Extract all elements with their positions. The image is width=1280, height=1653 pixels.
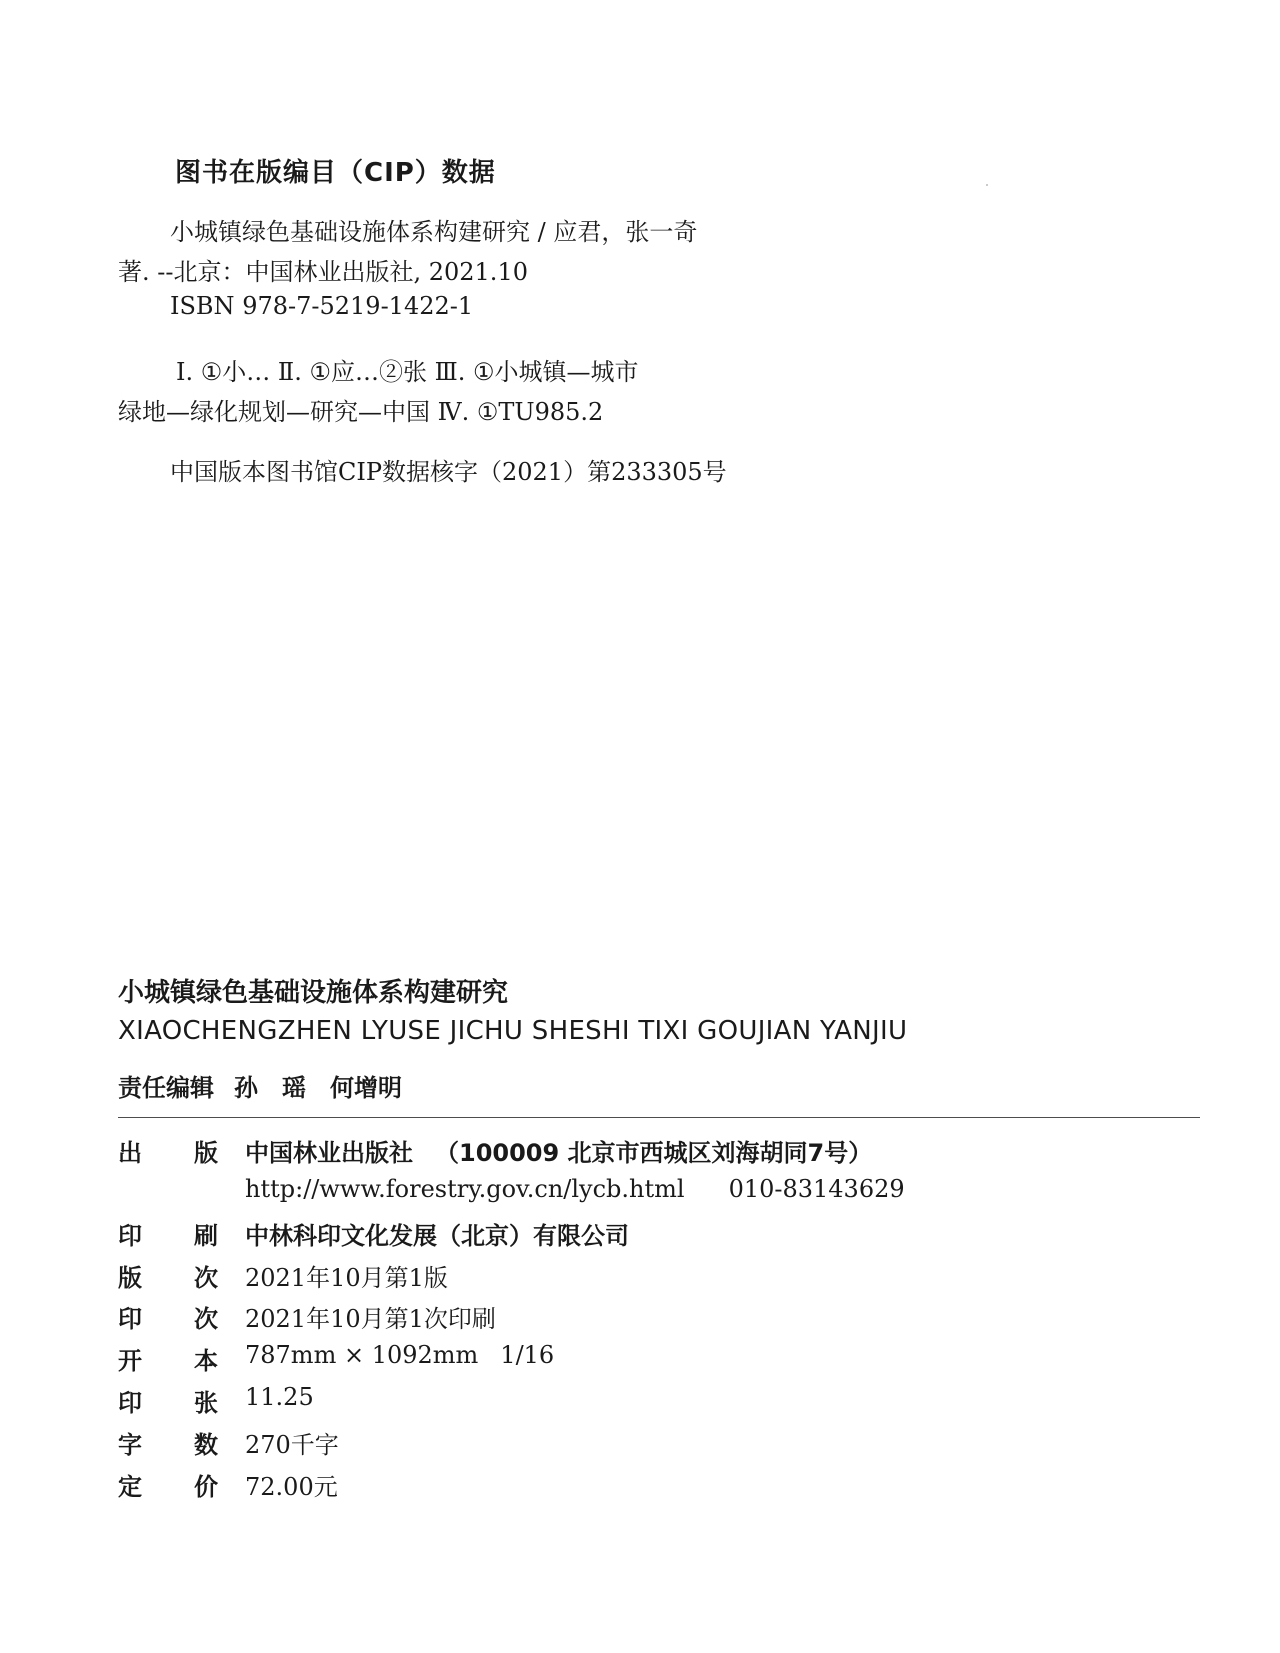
price-value: 72.00元 bbox=[245, 1473, 338, 1501]
publisher-address: （100009 北京市西城区刘海胡同7号） bbox=[435, 1139, 873, 1167]
cip-classification-line-1: Ⅰ. ①小… Ⅱ. ①应…②张 Ⅲ. ①小城镇—城市 bbox=[176, 358, 639, 386]
publisher-phone: 010-83143629 bbox=[728, 1175, 905, 1203]
label-char-1: 字 bbox=[118, 1431, 142, 1459]
edition-value: 2021年10月第1版 bbox=[245, 1264, 448, 1292]
divider-rule bbox=[118, 1117, 1200, 1118]
format-fold: 1/16 bbox=[500, 1341, 555, 1369]
label-char-2: 次 bbox=[194, 1305, 218, 1333]
editor-names: 孙 瑶 何增明 bbox=[234, 1074, 402, 1102]
cip-heading: 图书在版编目（CIP）数据 bbox=[175, 158, 496, 188]
label-char-1: 开 bbox=[118, 1347, 142, 1375]
cip-classification-line-2: 绿地—绿化规划—研究—中国 Ⅳ. ①TU985.2 bbox=[118, 398, 604, 426]
label-char-1: 印 bbox=[118, 1222, 142, 1250]
label-char-2: 版 bbox=[194, 1139, 218, 1167]
printing-value: 2021年10月第1次印刷 bbox=[245, 1305, 496, 1333]
responsible-editors bbox=[118, 1068, 402, 1103]
label-char-2: 本 bbox=[194, 1347, 218, 1375]
printer-value: 中林科印文化发展（北京）有限公司 bbox=[245, 1222, 629, 1250]
label-char-1: 版 bbox=[118, 1264, 142, 1292]
publisher-url[interactable]: http://www.forestry.gov.cn/lycb.html bbox=[245, 1175, 685, 1203]
editor-label: 责任编辑 bbox=[118, 1074, 214, 1102]
cip-publication-line: 著. --北京：中国林业出版社, 2021.10 bbox=[118, 258, 528, 286]
label-char-2: 价 bbox=[194, 1473, 218, 1501]
cip-title-line: 小城镇绿色基础设施体系构建研究 / 应君，张一奇 bbox=[170, 218, 698, 246]
format-size: 787mm × 1092mm bbox=[245, 1341, 479, 1369]
cip-catalog-number: 中国版本图书馆CIP数据核字（2021）第233305号 bbox=[170, 458, 727, 486]
label-char-1: 印 bbox=[118, 1389, 142, 1417]
book-title-pinyin: XIAOCHENGZHEN LYUSE JICHU SHESHI TIXI GOUJIAN YANJIU bbox=[118, 1016, 908, 1046]
scan-speck bbox=[986, 184, 988, 186]
word-count-value: 270千字 bbox=[245, 1431, 339, 1459]
label-char-1: 出 bbox=[118, 1139, 142, 1167]
label-char-2: 次 bbox=[194, 1264, 218, 1292]
publisher-name: 中国林业出版社 bbox=[245, 1139, 413, 1167]
book-title: 小城镇绿色基础设施体系构建研究 bbox=[118, 978, 509, 1008]
cip-isbn: ISBN 978-7-5219-1422-1 bbox=[170, 292, 474, 320]
label-char-2: 刷 bbox=[194, 1222, 218, 1250]
label-char-2: 张 bbox=[194, 1389, 218, 1417]
label-char-1: 印 bbox=[118, 1305, 142, 1333]
label-char-2: 数 bbox=[194, 1431, 218, 1459]
label-char-1: 定 bbox=[118, 1473, 142, 1501]
sheets-value: 11.25 bbox=[245, 1383, 314, 1411]
